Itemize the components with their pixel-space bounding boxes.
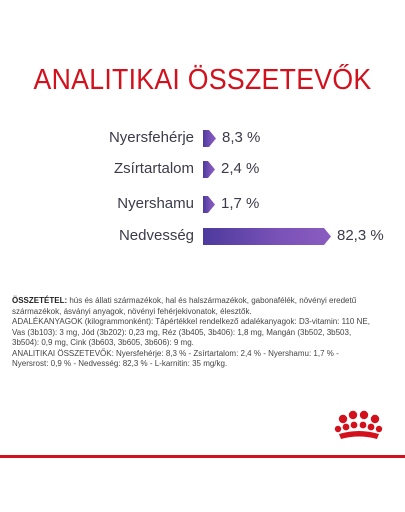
category-label: Nyershamu xyxy=(117,195,194,212)
value-label: 82,3 % xyxy=(337,227,384,244)
ingredients-block xyxy=(12,296,372,370)
category-label: Zsírtartalom xyxy=(113,160,194,177)
composition-heading: ÖSSZETÉTEL: xyxy=(12,296,68,305)
value-label: 1,7 % xyxy=(221,195,260,212)
value-bar xyxy=(203,196,215,213)
composition-paragraph xyxy=(12,296,372,317)
page-title: ANALITIKAI ÖSSZETEVŐK xyxy=(33,64,372,96)
chart-row xyxy=(0,193,405,217)
bottom-divider xyxy=(0,455,405,458)
additives-paragraph: ADALÉKANYAGOK (kilogrammonként): Tápértékkel rendelkező adalékanyagok: D3-vitamin: 110 NE, Vas (3b103): 3 mg, Jód (3b202): 0,23 mg, Réz (3b405, 3b406): 1,8 mg, Mangán (3b502, 3b503, 3b504): 0,9 mg, Cink (3b603, 3b605, 3b606): 9 mg. xyxy=(12,317,370,347)
chart-row xyxy=(0,127,405,151)
value-label: 8,3 % xyxy=(222,129,261,146)
composition-text: hús és állati származékok, hal és halszármazékok, gabonafélék, növényi eredetű származékok, ásványi anyagok, növényi fehérjekivonatok, élesztők. xyxy=(12,296,357,316)
category-label: Nyersfehérje xyxy=(108,129,194,146)
chart-row xyxy=(0,225,405,249)
value-label: 2,4 % xyxy=(221,160,260,177)
royal-canin-logo xyxy=(333,410,389,446)
crown-icon xyxy=(333,410,389,446)
value-bar xyxy=(203,130,216,147)
value-bar xyxy=(203,161,215,178)
category-label: Nedvesség xyxy=(118,227,194,244)
analytical-paragraph: ANALITIKAI ÖSSZETEVŐK: Nyersfehérje: 8,3 % - Zsírtartalom: 2,4 % - Nyershamu: 1,7 % - Nyersrost: 0,9 % - Nedvesség: 82,3 % - L-karnitin: 35 mg/kg. xyxy=(12,348,339,368)
chart-row xyxy=(0,158,405,182)
value-bar xyxy=(203,228,331,245)
